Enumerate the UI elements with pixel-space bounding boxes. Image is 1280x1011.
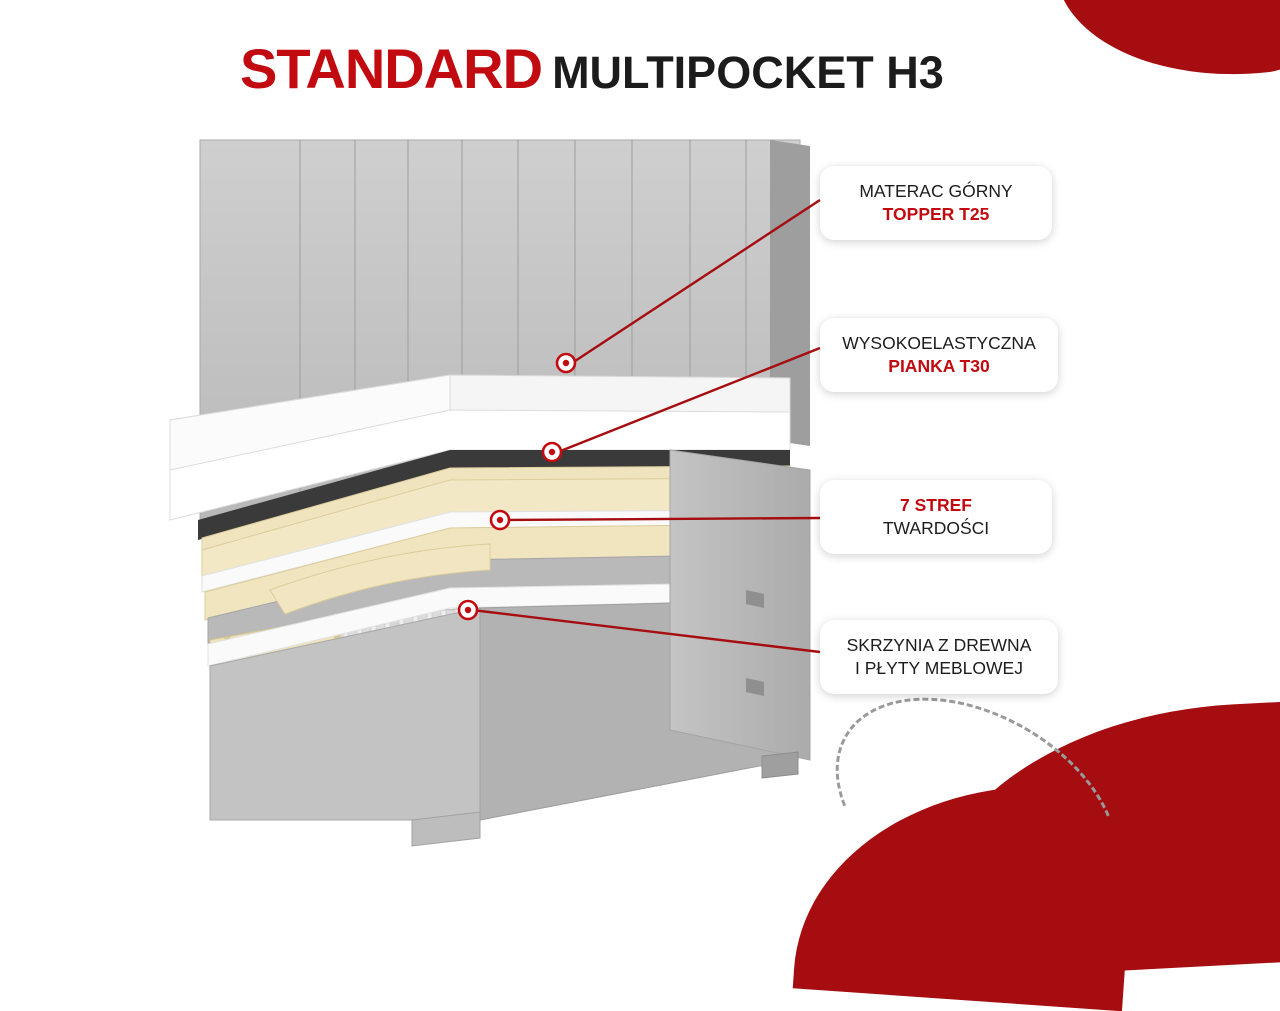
callout-foam-line1: WYSOKOELASTYCZNA <box>842 333 1036 353</box>
callout-foam <box>820 318 1058 392</box>
callout-zones <box>820 480 1052 554</box>
page-title-rest: MULTIPOCKET H3 <box>552 47 944 98</box>
callout-topper <box>820 166 1052 240</box>
decor-swoosh-top-right <box>1053 0 1280 93</box>
page-title-strong: STANDARD <box>240 37 543 100</box>
callout-box-line1: SKRZYNIA Z DREWNA <box>846 635 1032 655</box>
callout-foam-line2: PIANKA T30 <box>888 356 990 377</box>
callout-zones-line2: TWARDOŚCI <box>882 518 990 539</box>
bed-cutaway-illustration <box>150 120 850 860</box>
callout-topper-line2: TOPPER T25 <box>882 204 990 225</box>
callout-box-line2: I PŁYTY MEBLOWEJ <box>855 658 1023 679</box>
callout-topper-line1: MATERAC GÓRNY <box>859 181 1013 201</box>
page-title <box>240 36 944 101</box>
callout-box <box>820 620 1058 694</box>
callout-zones-line1: 7 STREF <box>900 495 972 515</box>
